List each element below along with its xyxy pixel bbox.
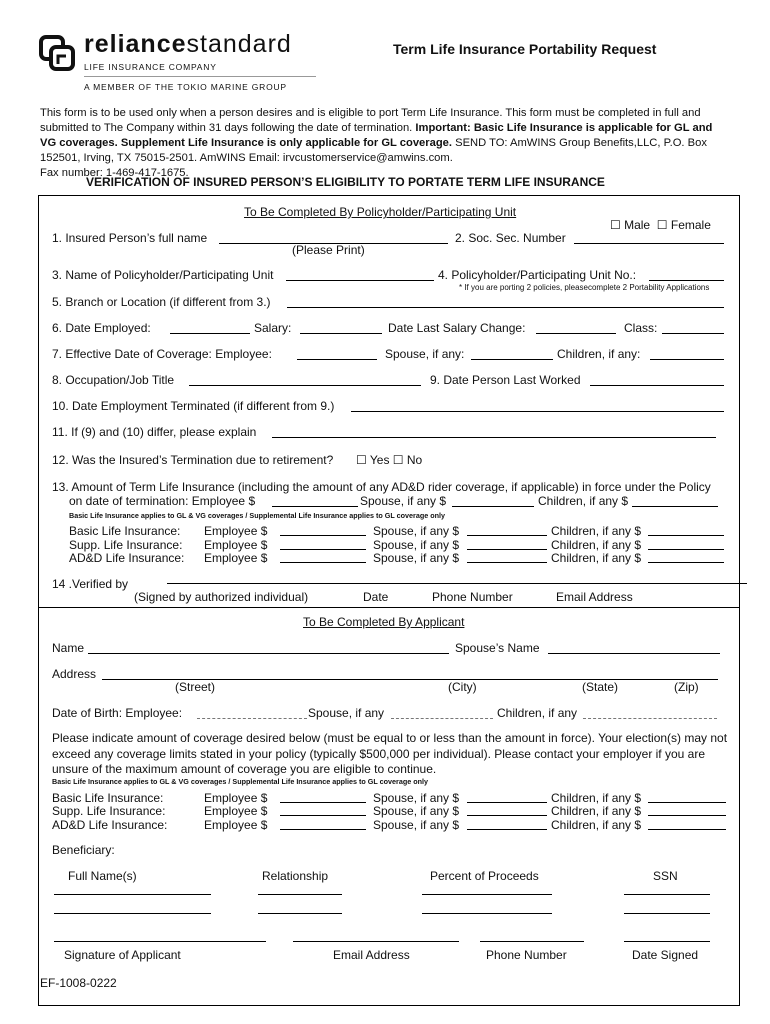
no-label: No xyxy=(406,453,423,467)
beneficiary-label: Beneficiary: xyxy=(52,843,115,857)
ap-supp-emp: Employee $ xyxy=(204,804,268,818)
ap-add-label: AD&D Life Insurance: xyxy=(52,818,168,832)
reliance-logo-icon xyxy=(38,34,78,74)
ssn-field[interactable] xyxy=(574,243,724,244)
last-worked-field[interactable] xyxy=(590,385,724,386)
ap-supp-spouse-field[interactable] xyxy=(467,815,547,816)
class-field[interactable] xyxy=(662,333,724,334)
q13-children-label: Children, if any $ xyxy=(538,494,629,508)
policyholder-heading: To Be Completed By Policyholder/Participating Unit xyxy=(244,205,517,219)
q9-label: 9. Date Person Last Worked xyxy=(430,373,581,387)
intro-fax: Fax number: 1-469-417-1675. xyxy=(40,167,189,179)
name-label: Name xyxy=(52,641,85,655)
ap-add-children-field[interactable] xyxy=(648,829,726,830)
ap-add-children: Children, if any $ xyxy=(551,818,642,832)
female-label: Female xyxy=(670,218,711,232)
ph-basic-spouse: Spouse, if any $ xyxy=(373,524,460,538)
city-label: (City) xyxy=(448,680,477,694)
q6-label: 6. Date Employed: xyxy=(52,321,151,335)
salary-field[interactable] xyxy=(300,333,382,334)
q13-spouse-field[interactable] xyxy=(452,506,534,507)
female-checkbox[interactable]: ☐ xyxy=(656,218,671,232)
full-names-header: Full Name(s) xyxy=(68,869,137,883)
ph-add-spouse: Spouse, if any $ xyxy=(373,551,460,565)
ap-basic-children: Children, if any $ xyxy=(551,791,642,805)
coverage-children-field[interactable] xyxy=(650,359,724,360)
q7-label: 7. Effective Date of Coverage: Employee: xyxy=(52,347,272,361)
please-print-label: (Please Print) xyxy=(292,243,365,257)
coverage-employee-field[interactable] xyxy=(297,359,377,360)
address-label: Address xyxy=(52,667,97,681)
last-salary-label: Date Last Salary Change: xyxy=(388,321,526,335)
ph-supp-spouse-field[interactable] xyxy=(467,549,547,550)
ap-add-emp: Employee $ xyxy=(204,818,268,832)
beneficiary-percent-2[interactable] xyxy=(422,913,552,914)
q7-children-label: Children, if any: xyxy=(557,347,641,361)
intro-paragraph xyxy=(40,106,730,181)
q14-label: 14 .Verified by xyxy=(52,577,129,591)
ph-add-children-field[interactable] xyxy=(648,562,724,563)
ph-basic-children: Children, if any $ xyxy=(551,524,642,538)
ap-basic-label: Basic Life Insurance: xyxy=(52,791,164,805)
ap-supp-children: Children, if any $ xyxy=(551,804,642,818)
q13-spouse-label: Spouse, if any $ xyxy=(360,494,447,508)
q12-label: 12. Was the Insured’s Termination due to retirement? xyxy=(52,453,334,467)
ap-basic-emp-field[interactable] xyxy=(280,802,366,803)
ap-basic-children-field[interactable] xyxy=(648,802,726,803)
ph-basic-label: Basic Life Insurance: xyxy=(69,524,181,538)
ap-supp-spouse: Spouse, if any $ xyxy=(373,804,460,818)
ph-basic-children-field[interactable] xyxy=(648,535,724,536)
logo-standard: standard xyxy=(186,30,292,58)
q13-line2: on date of termination: Employee $ xyxy=(69,494,256,508)
q4-note-a: * If you are porting 2 policies, please xyxy=(459,283,588,292)
ap-basic-emp: Employee $ xyxy=(204,791,268,805)
phone-field[interactable] xyxy=(480,941,584,942)
ap-add-spouse: Spouse, if any $ xyxy=(373,818,460,832)
verification-title: VERIFICATION OF INSURED PERSON’S ELIGIBILITY TO PORTATE TERM LIFE INSURANCE xyxy=(86,175,605,189)
ph-add-label: AD&D Life Insurance: xyxy=(69,551,185,565)
q5-label: 5. Branch or Location (if different from 3.) xyxy=(52,295,271,309)
ph-basic-emp: Employee $ xyxy=(204,524,268,538)
applicant-name-field[interactable] xyxy=(88,653,449,654)
q4-label: 4. Policyholder/Participating Unit No.: xyxy=(438,268,637,282)
yes-checkbox[interactable]: ☐ xyxy=(356,453,370,467)
relationship-header: Relationship xyxy=(262,869,329,883)
coverage-instructions: Please indicate amount of coverage desired below (must be equal to or less than the amount in force). Your election(s) may not exceed any coverage limits stated in your policy (typically $500,000 per individual). Please contact your employer if you are unsure of the maximum amount of coverage you are eligible to continue. xyxy=(52,731,728,776)
coverage-note-1: Basic Life Insurance applies to GL & VG coverages / Supplemental Life Insurance applies to GL coverage only xyxy=(69,511,445,520)
zip-label: (Zip) xyxy=(674,680,699,694)
q11-label: 11. If (9) and (10) differ, please explain xyxy=(52,425,257,439)
beneficiary-ssn-1[interactable] xyxy=(624,894,710,895)
coverage-spouse-field[interactable] xyxy=(471,359,553,360)
ssn-header: SSN xyxy=(653,869,678,883)
q1-label: 1. Insured Person’s full name xyxy=(52,231,208,245)
intro-p1: This form is to be used only when a person desires and is eligible to port Term Life Insurance. This form must be completed in full and submitted to The Company within 31 days following the date of termination. xyxy=(40,107,701,134)
ap-supp-emp-field[interactable] xyxy=(280,815,366,816)
email-field[interactable] xyxy=(293,941,459,942)
male-checkbox[interactable]: ☐ xyxy=(610,218,625,232)
ph-add-spouse-field[interactable] xyxy=(467,562,547,563)
ap-supp-label: Supp. Life Insurance: xyxy=(52,804,166,818)
spouse-name-label: Spouse’s Name xyxy=(455,641,540,655)
dob-spouse-field[interactable] xyxy=(391,718,493,719)
logo-sub1: LIFE INSURANCE COMPANY xyxy=(84,62,217,72)
percent-header: Percent of Proceeds xyxy=(430,869,539,883)
class-label: Class: xyxy=(624,321,658,335)
email-label: Email Address xyxy=(333,948,410,962)
beneficiary-ssn-2[interactable] xyxy=(624,913,710,914)
policyholder-name-field[interactable] xyxy=(286,280,434,281)
date-employed-field[interactable] xyxy=(170,333,250,334)
occupation-field[interactable] xyxy=(189,385,421,386)
signed-by-label: (Signed by authorized individual) xyxy=(134,590,309,604)
ph-basic-spouse-field[interactable] xyxy=(467,535,547,536)
salary-label: Salary: xyxy=(254,321,292,335)
beneficiary-relationship-1[interactable] xyxy=(258,894,342,895)
ap-supp-children-field[interactable] xyxy=(648,815,726,816)
branch-field[interactable] xyxy=(287,307,724,308)
spouse-name-field[interactable] xyxy=(548,653,720,654)
intro-send-to: SEND TO: AmWINS Group Benefits,LLC, P.O. Box 152501, Irving, TX 75015-2501. AmWINS Email: irvcustomerservice@amwins.com. xyxy=(40,137,707,164)
policyholder-no-field[interactable] xyxy=(649,280,724,281)
ph-supp-spouse: Spouse, if any $ xyxy=(373,538,460,552)
q2-label: 2. Soc. Sec. Number xyxy=(455,231,566,245)
ph-basic-emp-field[interactable] xyxy=(280,535,366,536)
ph-supp-children-field[interactable] xyxy=(648,549,724,550)
yes-label: Yes xyxy=(369,453,390,467)
q13-employee-field[interactable] xyxy=(272,506,358,507)
dob-children-label: Children, if any xyxy=(497,706,578,720)
dob-label: Date of Birth: Employee: xyxy=(52,706,183,720)
male-label: Male xyxy=(624,218,651,232)
q3-label: 3. Name of Policyholder/Participating Unit xyxy=(52,268,274,282)
verify-date-label: Date xyxy=(363,590,389,604)
retirement-choice xyxy=(356,453,422,467)
verify-phone-label: Phone Number xyxy=(432,590,513,604)
q8-label: 8. Occupation/Job Title xyxy=(52,373,175,387)
dob-employee-field[interactable] xyxy=(197,718,307,719)
beneficiary-name-1[interactable] xyxy=(54,894,211,895)
applicant-heading: To Be Completed By Applicant xyxy=(303,615,465,629)
ph-supp-label: Supp. Life Insurance: xyxy=(69,538,183,552)
ph-supp-children: Children, if any $ xyxy=(551,538,642,552)
q13-line1: 13. Amount of Term Life Insurance (including the amount of any AD&D rider coverage, if applicable) in force under the Policy xyxy=(52,480,711,494)
ap-add-spouse-field[interactable] xyxy=(467,829,547,830)
date-signed-label: Date Signed xyxy=(632,948,699,962)
ap-basic-spouse: Spouse, if any $ xyxy=(373,791,460,805)
signature-field[interactable] xyxy=(54,941,266,942)
verified-by-field[interactable] xyxy=(167,583,747,584)
no-checkbox[interactable]: ☐ xyxy=(392,453,407,467)
phone-label: Phone Number xyxy=(486,948,567,962)
beneficiary-percent-1[interactable] xyxy=(422,894,552,895)
logo-wordmark xyxy=(84,30,292,59)
last-salary-field[interactable] xyxy=(536,333,616,334)
ap-add-emp-field[interactable] xyxy=(280,829,366,830)
page-title: Term Life Insurance Portability Request xyxy=(393,41,657,57)
ph-add-emp: Employee $ xyxy=(204,551,268,565)
beneficiary-name-2[interactable] xyxy=(54,913,211,914)
dob-spouse-label: Spouse, if any xyxy=(308,706,385,720)
ph-supp-emp: Employee $ xyxy=(204,538,268,552)
intro-important: Important: Basic Life Insurance is applicable for GL and VG coverages. Supplement Life Insurance is only applicable for GL coverage. xyxy=(40,122,713,149)
coverage-note-2: Basic Life Insurance applies to GL & VG coverages / Supplemental Life Insurance applies to GL coverage only xyxy=(52,777,428,786)
state-label: (State) xyxy=(582,680,619,694)
date-signed-field[interactable] xyxy=(624,941,710,942)
dob-children-field[interactable] xyxy=(583,718,717,719)
terminated-field[interactable] xyxy=(351,411,724,412)
beneficiary-relationship-2[interactable] xyxy=(258,913,342,914)
logo-reliance: reliance xyxy=(84,30,187,58)
logo-divider xyxy=(84,76,316,77)
section-divider xyxy=(38,607,740,608)
explain-field[interactable] xyxy=(272,437,716,438)
q13-children-field[interactable] xyxy=(632,506,718,507)
street-label: (Street) xyxy=(175,680,216,694)
q10-label: 10. Date Employment Terminated (if different from 9.) xyxy=(52,399,335,413)
ap-basic-spouse-field[interactable] xyxy=(467,802,547,803)
q4-note xyxy=(459,283,709,292)
ph-add-children: Children, if any $ xyxy=(551,551,642,565)
gender-checkboxes xyxy=(610,218,711,232)
q4-note-b: complete 2 Portability Applications xyxy=(587,283,710,292)
logo-sub2: A MEMBER OF THE TOKIO MARINE GROUP xyxy=(84,82,287,92)
ph-supp-emp-field[interactable] xyxy=(280,549,366,550)
ph-add-emp-field[interactable] xyxy=(280,562,366,563)
verify-email-label: Email Address xyxy=(556,590,633,604)
form-number: EF-1008-0222 xyxy=(40,976,117,990)
signature-label: Signature of Applicant xyxy=(64,948,181,962)
q7-spouse-label: Spouse, if any: xyxy=(385,347,465,361)
